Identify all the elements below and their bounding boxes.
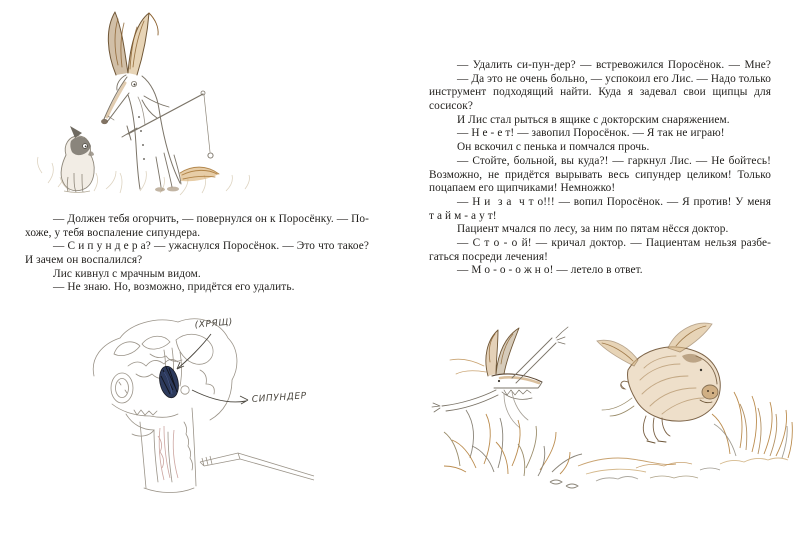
fox-figure (101, 12, 219, 192)
grass-tuft-right (712, 392, 792, 464)
text-line: Возможно, не придётся вырывать весь сипундер целиком! Только (429, 168, 771, 181)
piglet-figure (61, 126, 94, 193)
illustration-fox-doctor-and-piglet (30, 5, 320, 200)
scattered-grass-bottom (636, 462, 720, 478)
text-line: И зачем он воспалился? (25, 254, 143, 267)
text-line: — М о - о - о ж н о! — летело в ответ. (457, 264, 643, 277)
cartilage-label: (ХРЯЩ) (194, 317, 234, 331)
trailing-dust (578, 458, 676, 481)
illustration-sipunder-anatomy (80, 310, 320, 495)
text-line: — Стойте, больной, вы куда?! — гаркнул Лис. — Не бойтесь! (457, 154, 771, 167)
sipunder-label: СИПУНДЕР (251, 391, 308, 405)
illustration-fox-chasing-pig (400, 298, 795, 526)
right-page-text (429, 59, 771, 278)
text-line: — Удалить си-пун-дер? — встревожился Поросёнок. — Мне? (457, 59, 771, 71)
text-line: — С т о - о й! — кричал доктор. — Пациентам нельзя разбе- (457, 236, 771, 249)
text-line: Пациент мчался по лесу, за ним по пятам нёсся доктор. (457, 223, 729, 236)
text-line: — Должен тебя огорчить, — повернулся он к Поросёнку. — По- (53, 213, 369, 225)
text-line: поцапаем его щипчиками! Немножко! (429, 182, 616, 195)
text-line: т а й м - а у т! (429, 209, 497, 222)
text-line: гаться посреди лечения! (429, 250, 549, 263)
text-line: — Не знаю. Но, возможно, придётся его удалить. (53, 281, 295, 294)
text-line: Он вскочил с пенька и помчался прочь. (457, 141, 650, 154)
text-line: сосисок? (429, 100, 473, 113)
left-page-text (25, 213, 369, 295)
text-line: инструмент подходящий найти. Куда я задевал свои щипцы для (429, 86, 771, 99)
chasing-fox-figure (432, 327, 568, 428)
text-line: — Н е - е т! — завопил Поросёнок. — Я так не играю! (457, 127, 725, 140)
text-line: — Н и з а ч т о!!! — вопил Поросёнок. — Я против! У меня (457, 195, 771, 208)
sipunder-blob (157, 364, 189, 399)
text-line: — Да это не очень больно, — успокоил его Лис. — Надо только (457, 72, 771, 85)
fleeing-pig-figure (597, 323, 720, 443)
pig-head-outline (93, 319, 237, 493)
text-line: Лис кивнул с мрачным видом. (53, 267, 201, 280)
text-line: хоже, у тебя воспаление сипундера. (25, 226, 201, 239)
scalpel-sketch (200, 453, 314, 480)
text-line: И Лис стал рыться в ящике с докторским снаряжением. (457, 113, 730, 126)
text-line: — С и п у н д е р а? — ужаснулся Поросёнок. — Это что такое? (53, 240, 369, 253)
